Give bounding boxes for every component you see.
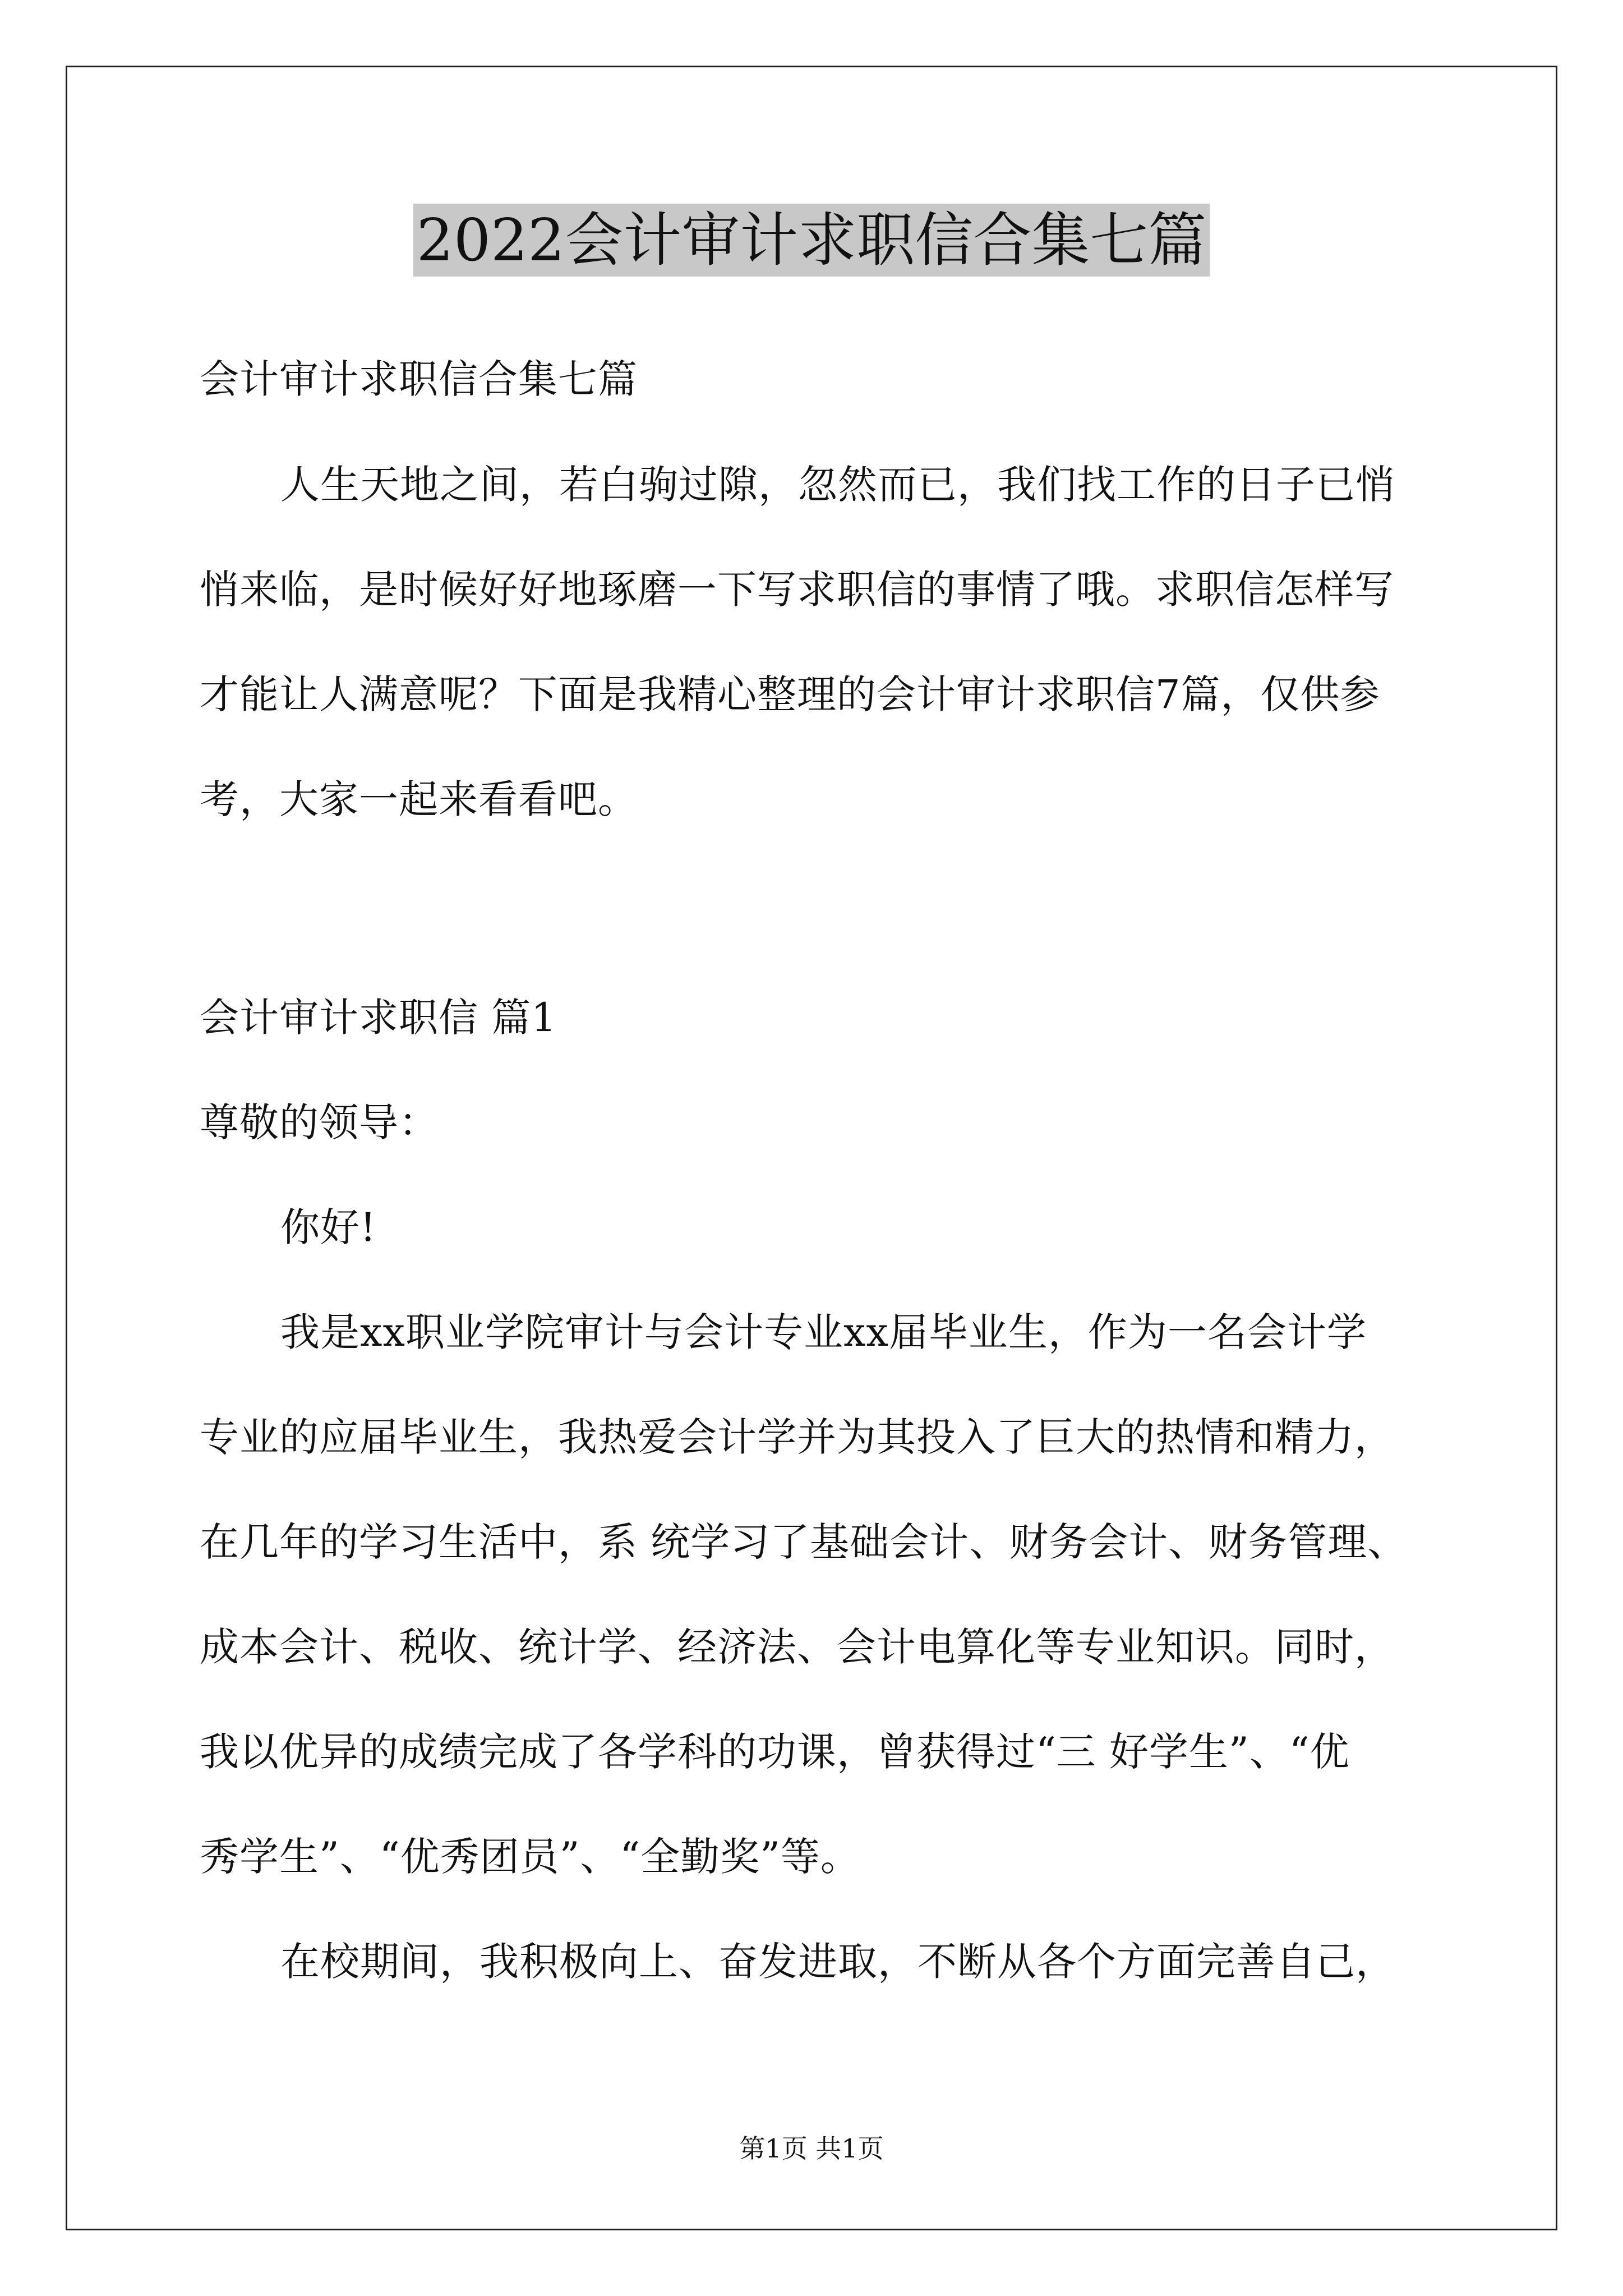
body-line: 在校期间，我积极向上、奋发进取，不断从各个方面完善自己，: [280, 1939, 1395, 1985]
document-title: [0, 201, 1623, 279]
salutation: 尊敬的领导：: [200, 1099, 439, 1145]
body-line: 成本会计、税收、统计学、经济法、会计电算化等专业知识。同时，: [200, 1624, 1394, 1670]
intro-line-4: 考，大家一起来看看吧。: [200, 776, 638, 822]
body-line: 我以优异的成绩完成了各学科的功课，曾获得过“三 好学生”、“优: [200, 1729, 1350, 1775]
body-line: 秀学生”、“优秀团员”、“全勤奖”等。: [200, 1834, 860, 1880]
intro-line-2: 悄来临，是时候好好地琢磨一下写求职信的事情了哦。求职信怎样写: [200, 567, 1394, 613]
body-line: 我是xx职业学院审计与会计专业xx届毕业生，作为一名会计学: [280, 1309, 1367, 1355]
greeting: 你好!: [280, 1204, 377, 1250]
section-heading: 会计审计求职信 篇1: [200, 995, 557, 1041]
page-footer: 第1页 共1页: [739, 2133, 884, 2164]
body-line: 专业的应届毕业生，我热爱会计学并为其投入了巨大的热情和精力，: [200, 1414, 1394, 1460]
intro-line-1: 人生天地之间，若白驹过隙，忽然而已，我们找工作的日子已悄: [280, 462, 1395, 508]
body-line: 在几年的学习生活中，系 统学习了基础会计、财务会计、财务管理、: [200, 1519, 1408, 1565]
document-title-text: 2022会计审计求职信合集七篇: [413, 204, 1210, 277]
intro-line-3: 才能让人满意呢？下面是我精心整理的会计审计求职信7篇，仅供参: [200, 671, 1380, 717]
document-subtitle: 会计审计求职信合集七篇: [200, 356, 638, 402]
